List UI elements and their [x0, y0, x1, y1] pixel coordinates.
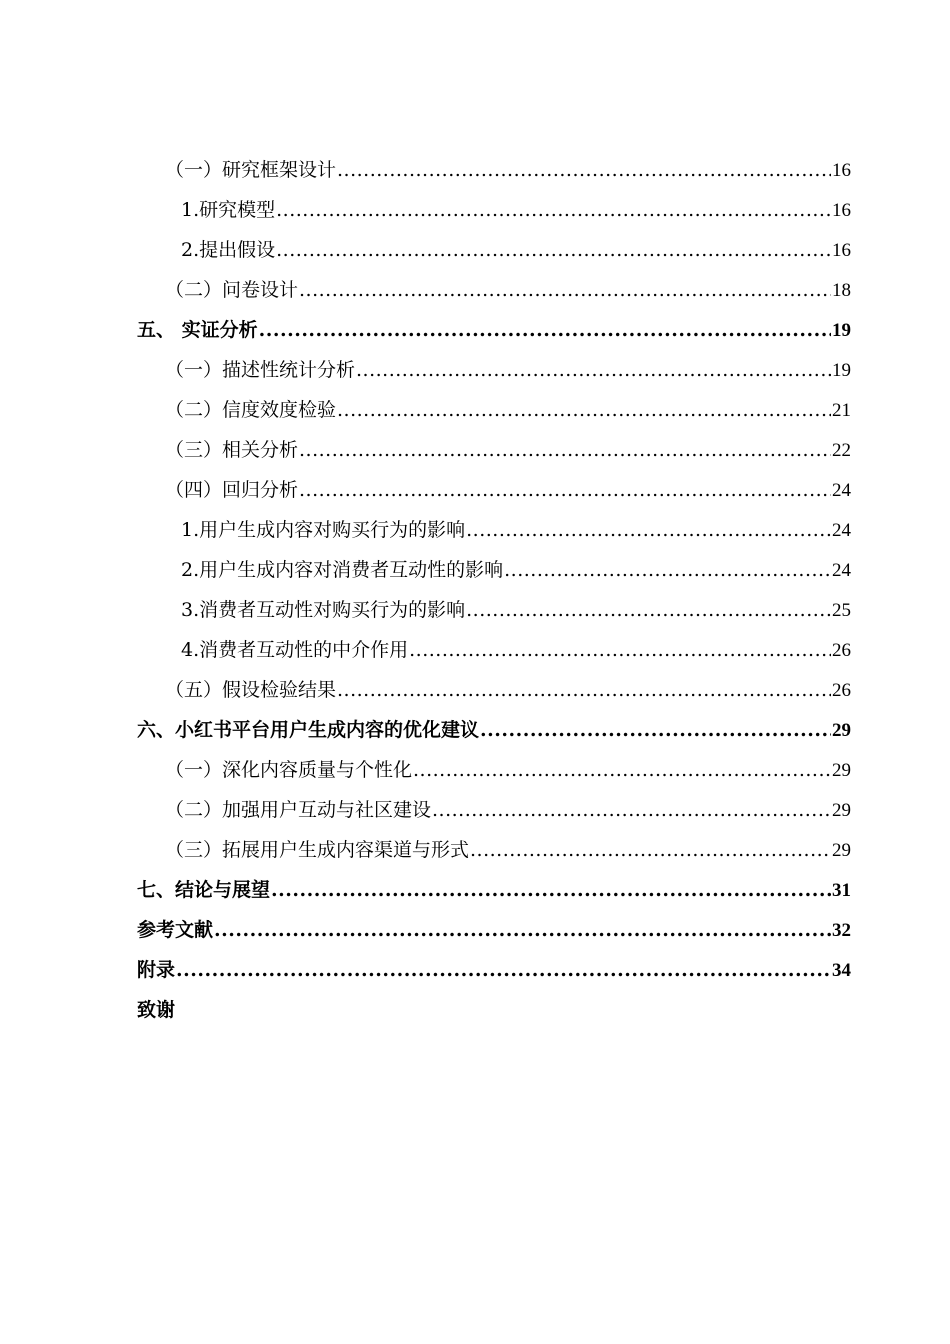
toc-entry-page-number: 26: [832, 680, 851, 701]
toc-entry[interactable]: [137, 150, 851, 190]
toc-dot-leader: [432, 790, 831, 830]
toc-entry[interactable]: [137, 710, 851, 750]
toc-entry[interactable]: [137, 870, 851, 910]
toc-entry-label: 1.研究模型: [181, 199, 276, 221]
toc-entry-page-number: 19: [832, 320, 851, 341]
toc-dot-leader: [466, 590, 831, 630]
toc-entry[interactable]: [137, 990, 851, 1030]
toc-dot-leader: [470, 830, 831, 870]
toc-entry-label: 4.消费者互动性的中介作用: [181, 639, 409, 661]
toc-entry-page-number: 18: [832, 280, 851, 301]
toc-dot-leader: [299, 270, 831, 310]
toc-entry-label: （三）相关分析: [165, 439, 299, 461]
toc-entry-page-number: 34: [832, 960, 851, 981]
toc-entry-page-number: 29: [832, 760, 851, 781]
toc-entry-label: 致谢: [137, 999, 176, 1021]
toc-dot-leader: [259, 310, 831, 350]
toc-entry-label: （一）描述性统计分析: [165, 359, 356, 381]
table-of-contents: [137, 150, 851, 1030]
toc-entry-page-number: 26: [832, 640, 851, 661]
toc-entry-label: （三）拓展用户生成内容渠道与形式: [165, 839, 470, 861]
toc-entry[interactable]: [137, 550, 851, 590]
toc-entry-label: 七、结论与展望: [137, 879, 271, 901]
toc-entry[interactable]: [137, 630, 851, 670]
toc-entry[interactable]: [137, 510, 851, 550]
toc-entry-label: 附录: [137, 959, 176, 981]
toc-entry[interactable]: [137, 190, 851, 230]
toc-entry-page-number: 21: [832, 400, 851, 421]
toc-entry-label: 2.用户生成内容对消费者互动性的影响: [181, 559, 504, 581]
toc-dot-leader: [276, 230, 831, 270]
toc-dot-leader: [214, 910, 831, 950]
toc-entry-label: （一）研究框架设计: [165, 159, 337, 181]
toc-entry-label: （五）假设检验结果: [165, 679, 337, 701]
toc-entry-label: （一）深化内容质量与个性化: [165, 759, 413, 781]
toc-entry-label: （四）回归分析: [165, 479, 299, 501]
toc-entry-page-number: 16: [832, 160, 851, 181]
toc-dot-leader: [176, 950, 831, 990]
toc-entry[interactable]: [137, 790, 851, 830]
toc-entry-label: 五、 实证分析: [137, 319, 258, 341]
toc-entry-page-number: 29: [832, 800, 851, 821]
toc-entry-page-number: 25: [832, 600, 851, 621]
toc-entry-label: （二）问卷设计: [165, 279, 299, 301]
toc-dot-leader: [356, 350, 831, 390]
toc-entry[interactable]: [137, 750, 851, 790]
toc-entry[interactable]: [137, 670, 851, 710]
toc-entry[interactable]: [137, 590, 851, 630]
toc-entry-page-number: 29: [832, 840, 851, 861]
toc-dot-leader: [271, 870, 831, 910]
toc-dot-leader: [466, 510, 831, 550]
toc-entry[interactable]: [137, 830, 851, 870]
toc-dot-leader: [276, 190, 831, 230]
toc-entry-page-number: 16: [832, 200, 851, 221]
toc-dot-leader: [409, 630, 831, 670]
toc-entry[interactable]: [137, 950, 851, 990]
toc-entry-page-number: 29: [832, 720, 851, 741]
toc-dot-leader: [299, 430, 831, 470]
toc-dot-leader: [413, 750, 831, 790]
toc-dot-leader: [337, 150, 831, 190]
toc-entry-label: 3.消费者互动性对购买行为的影响: [181, 599, 466, 621]
toc-dot-leader: [504, 550, 831, 590]
toc-entry-page-number: 19: [832, 360, 851, 381]
toc-entry-label: （二）信度效度检验: [165, 399, 337, 421]
toc-entry[interactable]: [137, 390, 851, 430]
toc-entry[interactable]: [137, 350, 851, 390]
toc-entry-page-number: 22: [832, 440, 851, 461]
toc-entry-page-number: 16: [832, 240, 851, 261]
toc-entry-label: 2.提出假设: [181, 239, 276, 261]
toc-entry[interactable]: [137, 310, 851, 350]
toc-entry[interactable]: [137, 910, 851, 950]
toc-entry[interactable]: [137, 470, 851, 510]
toc-dot-leader: [337, 670, 831, 710]
toc-dot-leader: [299, 470, 831, 510]
toc-entry[interactable]: [137, 230, 851, 270]
toc-entry[interactable]: [137, 270, 851, 310]
toc-entry-page-number: 24: [832, 520, 851, 541]
toc-entry-page-number: 31: [832, 880, 851, 901]
toc-entry-page-number: 32: [832, 920, 851, 941]
toc-entry-label: 1.用户生成内容对购买行为的影响: [181, 519, 466, 541]
toc-dot-leader: [337, 390, 831, 430]
toc-dot-leader: [480, 710, 831, 750]
toc-entry-label: （二）加强用户互动与社区建设: [165, 799, 432, 821]
toc-entry-page-number: 24: [832, 480, 851, 501]
toc-entry-label: 六、小红书平台用户生成内容的优化建议: [137, 719, 480, 741]
toc-entry-page-number: 24: [832, 560, 851, 581]
toc-entry[interactable]: [137, 430, 851, 470]
toc-entry-label: 参考文献: [137, 919, 214, 941]
